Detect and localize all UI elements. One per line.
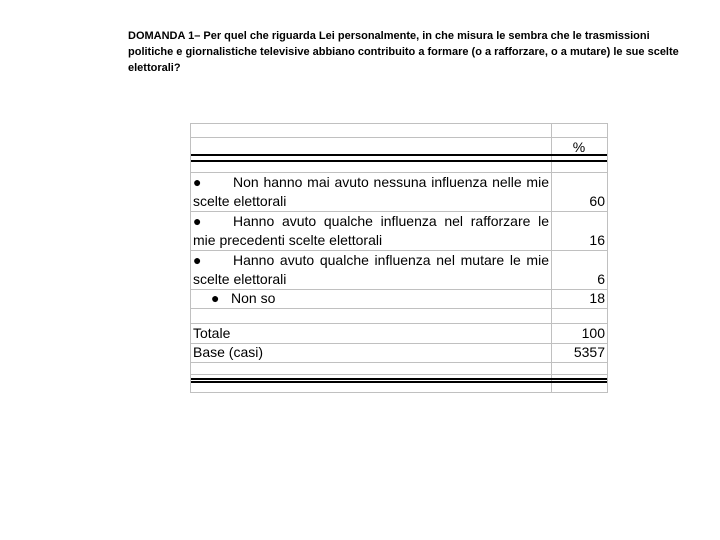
percent-header: % [572, 139, 586, 155]
row-divider [191, 154, 607, 156]
table-row [193, 251, 549, 289]
row-value: 6 [597, 271, 605, 287]
table-row [193, 173, 549, 211]
row-value: 18 [589, 290, 605, 306]
row-divider [191, 160, 607, 162]
base-value: 5357 [573, 344, 605, 360]
question-text: DOMANDA 1– Per quel che riguarda Lei personalmente, in che misura le sembra che le trasmissioni politiche e giornalistiche televisive abbiano contribuito a formare (o a rafforzare, o a mutare) le sue scelte elettorali? [128, 30, 679, 74]
bullet-icon: ● [193, 213, 202, 229]
row-divider [191, 381, 607, 383]
row-divider [191, 308, 607, 309]
totale-value: 100 [581, 325, 605, 341]
table-row [193, 289, 567, 308]
row-value: 16 [589, 232, 605, 248]
bullet-icon: ● [211, 290, 220, 306]
row-divider [191, 137, 607, 138]
totale-label: Totale [193, 325, 231, 341]
bullet-icon: ● [193, 174, 202, 190]
row-value: 60 [589, 193, 605, 209]
row-label: Hanno avuto qualche influenza nel rafforzare le mie precedenti scelte elettorali [193, 213, 549, 248]
results-table [190, 123, 608, 393]
row-divider [191, 378, 607, 380]
table-row [193, 212, 549, 250]
column-divider [551, 124, 552, 392]
row-label: Hanno avuto qualche influenza nel mutare le mie scelte elettorali [193, 252, 549, 287]
row-divider [191, 374, 607, 375]
row-label: Non hanno mai avuto nessuna influenza nelle mie scelte elettorali [193, 174, 549, 209]
row-label: Non so [231, 290, 276, 306]
row-divider [191, 362, 607, 363]
bullet-icon: ● [193, 252, 202, 268]
base-label: Base (casi) [193, 344, 264, 360]
